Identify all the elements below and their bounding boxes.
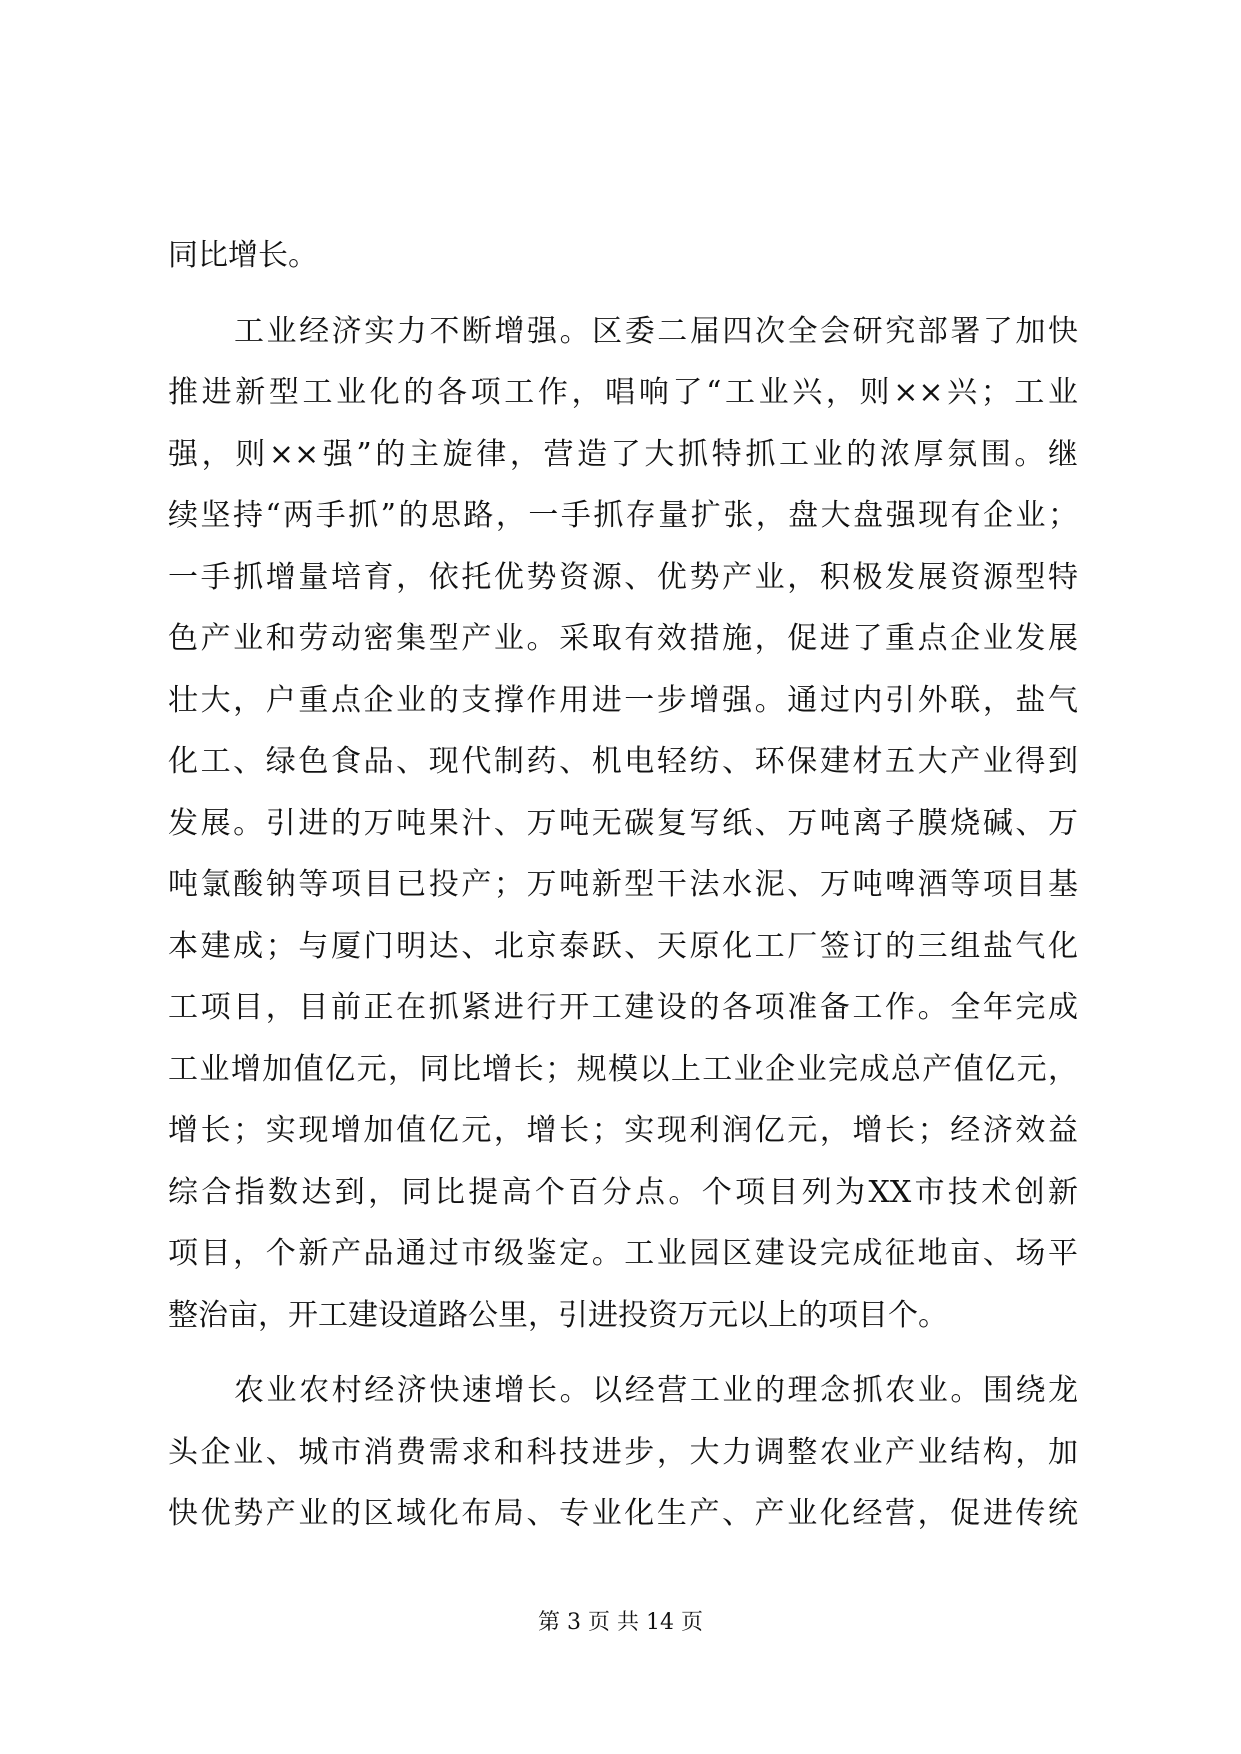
paragraph-line: 本建成；与厦门明达、北京泰跃、天原化工厂签订的三组盐气化: [168, 928, 1078, 964]
paragraph-line: 发展。引进的万吨果汁、万吨无碳复写纸、万吨离子膜烧碱、万: [168, 805, 1078, 841]
paragraph-line: 农业农村经济快速增长。以经营工业的理念抓农业。围绕龙: [234, 1373, 1078, 1408]
paragraph-line: 续坚持“两手抓”的思路，一手抓存量扩张，盘大盘强现有企业；: [168, 498, 1078, 533]
body-text: [168, 225, 1078, 1545]
paragraph-line: 色产业和劳动密集型产业。采取有效措施，促进了重点企业发展: [168, 621, 1078, 656]
paragraph-line: 工项目，目前正在抓紧进行开工建设的各项准备工作。全年完成: [168, 990, 1078, 1025]
paragraph-line: 项目，个新产品通过市级鉴定。工业园区建设完成征地亩、场平: [168, 1236, 1078, 1271]
page-number-footer: 第 3 页 共 14 页: [538, 1610, 703, 1635]
paragraph-line: 推进新型工业化的各项工作，唱响了“工业兴，则××兴；工业: [168, 375, 1078, 410]
paragraph-line: 工业经济实力不断增强。区委二届四次全会研究部署了加快: [234, 313, 1078, 349]
paragraph-line: 头企业、城市消费需求和科技进步，大力调整农业产业结构，加: [168, 1434, 1078, 1470]
paragraph-line: 壮大，户重点企业的支撑作用进一步增强。通过内引外联，盐气: [168, 682, 1078, 718]
paragraph-line: 增长；实现增加值亿元，增长；实现利润亿元，增长；经济效益: [168, 1113, 1078, 1148]
paragraph-spacer: [168, 287, 1078, 301]
paragraph-line: 吨氯酸钠等项目已投产；万吨新型干法水泥、万吨啤酒等项目基: [168, 867, 1078, 902]
paragraph-line: 同比增长。: [168, 238, 318, 273]
paragraph-spacer: [168, 1346, 1078, 1360]
paragraph-line: 化工、绿色食品、现代制药、机电轻纺、环保建材五大产业得到: [168, 744, 1078, 779]
paragraph-line: 工业增加值亿元，同比增长；规模以上工业企业完成总产值亿元，: [168, 1051, 1078, 1087]
paragraph-line: 强，则××强”的主旋律，营造了大抓特抓工业的浓厚氛围。继: [168, 436, 1078, 472]
paragraph-line: 一手抓增量培育，依托优势资源、优势产业，积极发展资源型特: [168, 559, 1078, 595]
paragraph-line: 快优势产业的区域化布局、专业化生产、产业化经营，促进传统: [168, 1496, 1078, 1531]
paragraph-line: 综合指数达到，同比提高个百分点。个项目列为XX市技术创新: [168, 1174, 1078, 1210]
paragraph-line: 整治亩，开工建设道路公里，引进投资万元以上的项目个。: [168, 1297, 948, 1333]
